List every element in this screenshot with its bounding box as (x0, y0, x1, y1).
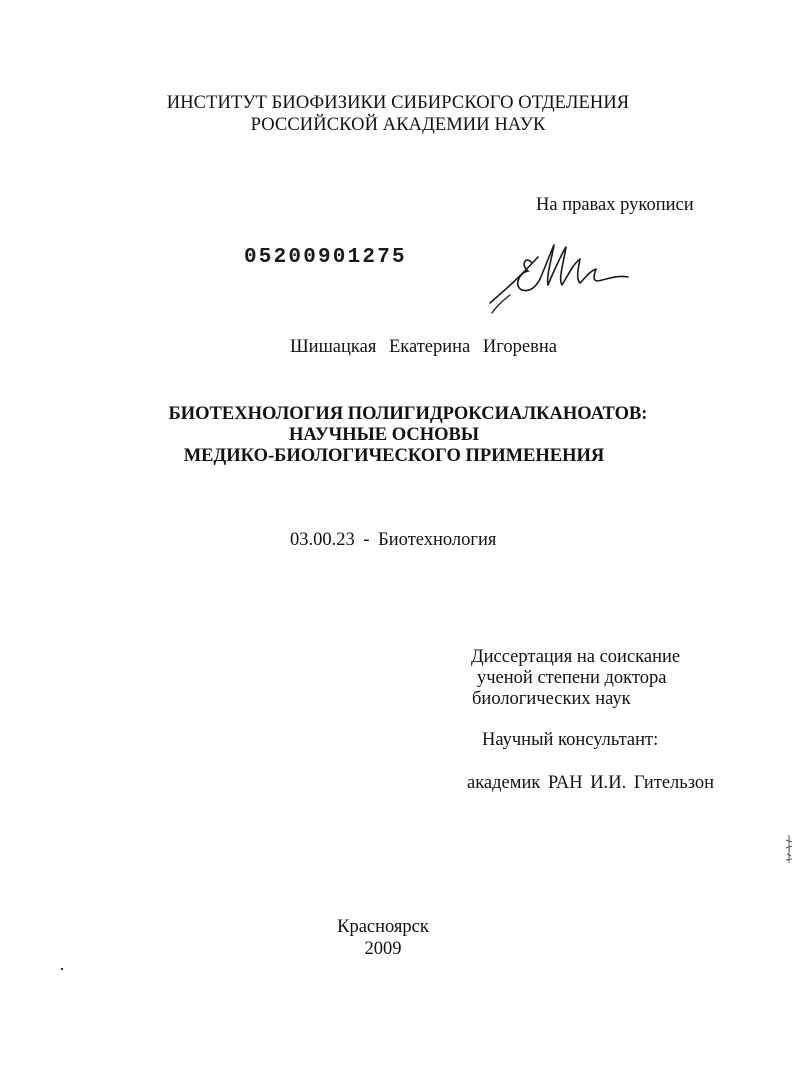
manuscript-rights-note: На правах рукописи (536, 195, 694, 215)
consultant-label: Научный консультант: (482, 730, 659, 750)
institute-line-1: ИНСТИТУТ БИОФИЗИКИ СИБИРСКОГО ОТДЕЛЕНИЯ (166, 93, 630, 113)
handwritten-signature-icon (480, 235, 650, 315)
consultant-name: академик РАН И.И. Гительзон (467, 773, 715, 793)
dissertation-line-3: биологических наук (472, 689, 631, 709)
scan-speck (61, 968, 63, 970)
title-line-3: МЕДИКО-БИОЛОГИЧЕСКОГО ПРИМЕНЕНИЯ (183, 446, 605, 466)
dissertation-line-1: Диссертация на соискание (471, 647, 681, 667)
institute-line-2: РОССИЙСКОЙ АКАДЕМИИ НАУК (250, 115, 546, 135)
specialty-code: 03.00.23 - Биотехнология (290, 530, 497, 550)
registration-code: 05200901275 (244, 246, 407, 269)
dissertation-line-2: ученой степени доктора (477, 668, 667, 688)
margin-mark-icon (784, 834, 794, 864)
year: 2009 (364, 939, 402, 959)
title-line-2: НАУЧНЫЕ ОСНОВЫ (288, 425, 480, 445)
author-name: Шишацкая Екатерина Игоревна (290, 337, 557, 357)
city: Красноярск (337, 917, 429, 937)
title-line-1: БИОТЕХНОЛОГИЯ ПОЛИГИДРОКСИАЛКАНОАТОВ: (168, 404, 648, 424)
